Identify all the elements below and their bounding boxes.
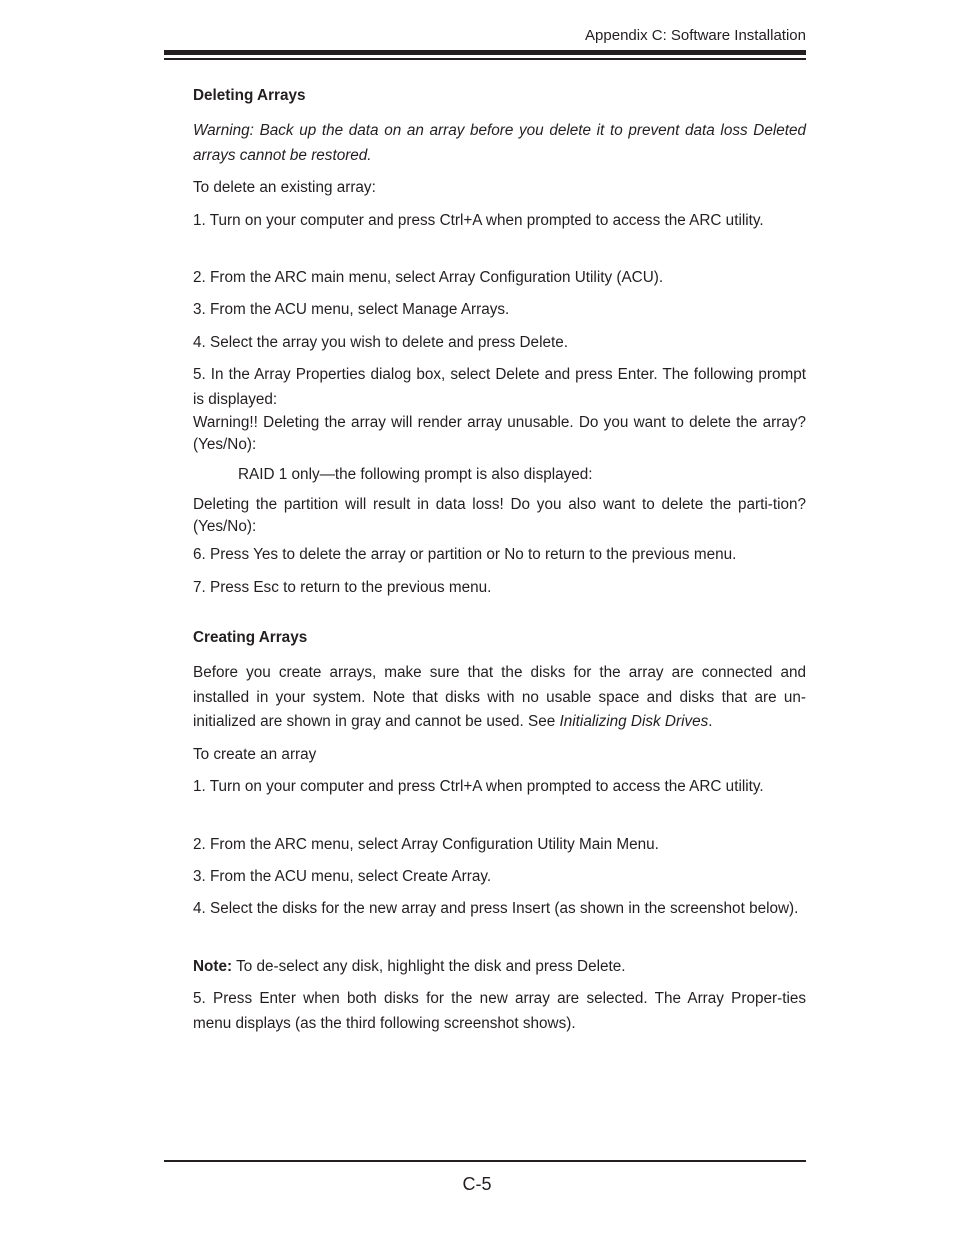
section-heading-deleting: Deleting Arrays bbox=[193, 87, 306, 104]
delete-prompt-1: Warning!! Deleting the array will render array unusable. Do you want to delete the array?(Yes/No): bbox=[193, 414, 806, 453]
header-rule-thin bbox=[164, 58, 806, 60]
create-step-1: 1. Turn on your computer and press Ctrl+A when prompted to access the ARC utility. bbox=[193, 778, 764, 795]
create-step-2: 2. From the ARC menu, select Array Configuration Utility Main Menu. bbox=[193, 836, 659, 853]
delete-step-1: 1. Turn on your computer and press Ctrl+A when prompted to access the ARC utility. bbox=[193, 212, 764, 229]
note-text: To de-select any disk, highlight the disk and press Delete. bbox=[232, 958, 626, 975]
delete-step-4: 4. Select the array you wish to delete and press Delete. bbox=[193, 334, 568, 351]
running-header: Appendix C: Software Installation bbox=[585, 27, 806, 44]
delete-prompt-2: Deleting the partition will result in data loss! Do you also want to delete the parti-tion? (Yes/No): bbox=[193, 496, 806, 535]
create-intro-text: Before you create arrays, make sure that the disks for the array are connected and installed in your system. Note that disks with no usable space and disks that are un-initialized are shown in gray and cannot be used. See bbox=[193, 664, 806, 731]
create-lead: To create an array bbox=[193, 746, 317, 763]
create-step-5: 5. Press Enter when both disks for the new array are selected. The Array Proper-ties menu displays (as the third following screenshot shows). bbox=[193, 990, 806, 1032]
footer-rule bbox=[164, 1160, 806, 1162]
delete-step-5: 5. In the Array Properties dialog box, select Delete and press Enter. The following prompt is displayed: bbox=[193, 366, 806, 408]
raid-note: RAID 1 only—the following prompt is also displayed: bbox=[238, 466, 593, 483]
delete-step-6: 6. Press Yes to delete the array or partition or No to return to the previous menu. bbox=[193, 546, 737, 563]
delete-step-3: 3. From the ACU menu, select Manage Arrays. bbox=[193, 301, 510, 318]
delete-intro: To delete an existing array: bbox=[193, 179, 376, 196]
section-heading-creating: Creating Arrays bbox=[193, 629, 308, 646]
delete-step-2: 2. From the ARC main menu, select Array Configuration Utility (ACU). bbox=[193, 269, 664, 286]
delete-step-7: 7. Press Esc to return to the previous menu. bbox=[193, 579, 492, 596]
note-label: Note: bbox=[193, 958, 233, 975]
warning-paragraph: Warning: Back up the data on an array before you delete it to prevent data loss Deleted arrays cannot be restored. bbox=[193, 122, 806, 164]
create-step-4: 4. Select the disks for the new array and press Insert (as shown in the screenshot below). bbox=[193, 900, 799, 917]
create-step-3: 3. From the ACU menu, select Create Array. bbox=[193, 868, 492, 885]
initializing-disk-drives-ref: Initializing Disk Drives bbox=[559, 713, 709, 731]
create-note bbox=[193, 955, 806, 980]
header-rule-thick bbox=[164, 50, 806, 55]
create-intro-end: . bbox=[708, 713, 713, 731]
create-intro bbox=[193, 661, 806, 735]
page-number: C-5 bbox=[462, 1174, 492, 1194]
